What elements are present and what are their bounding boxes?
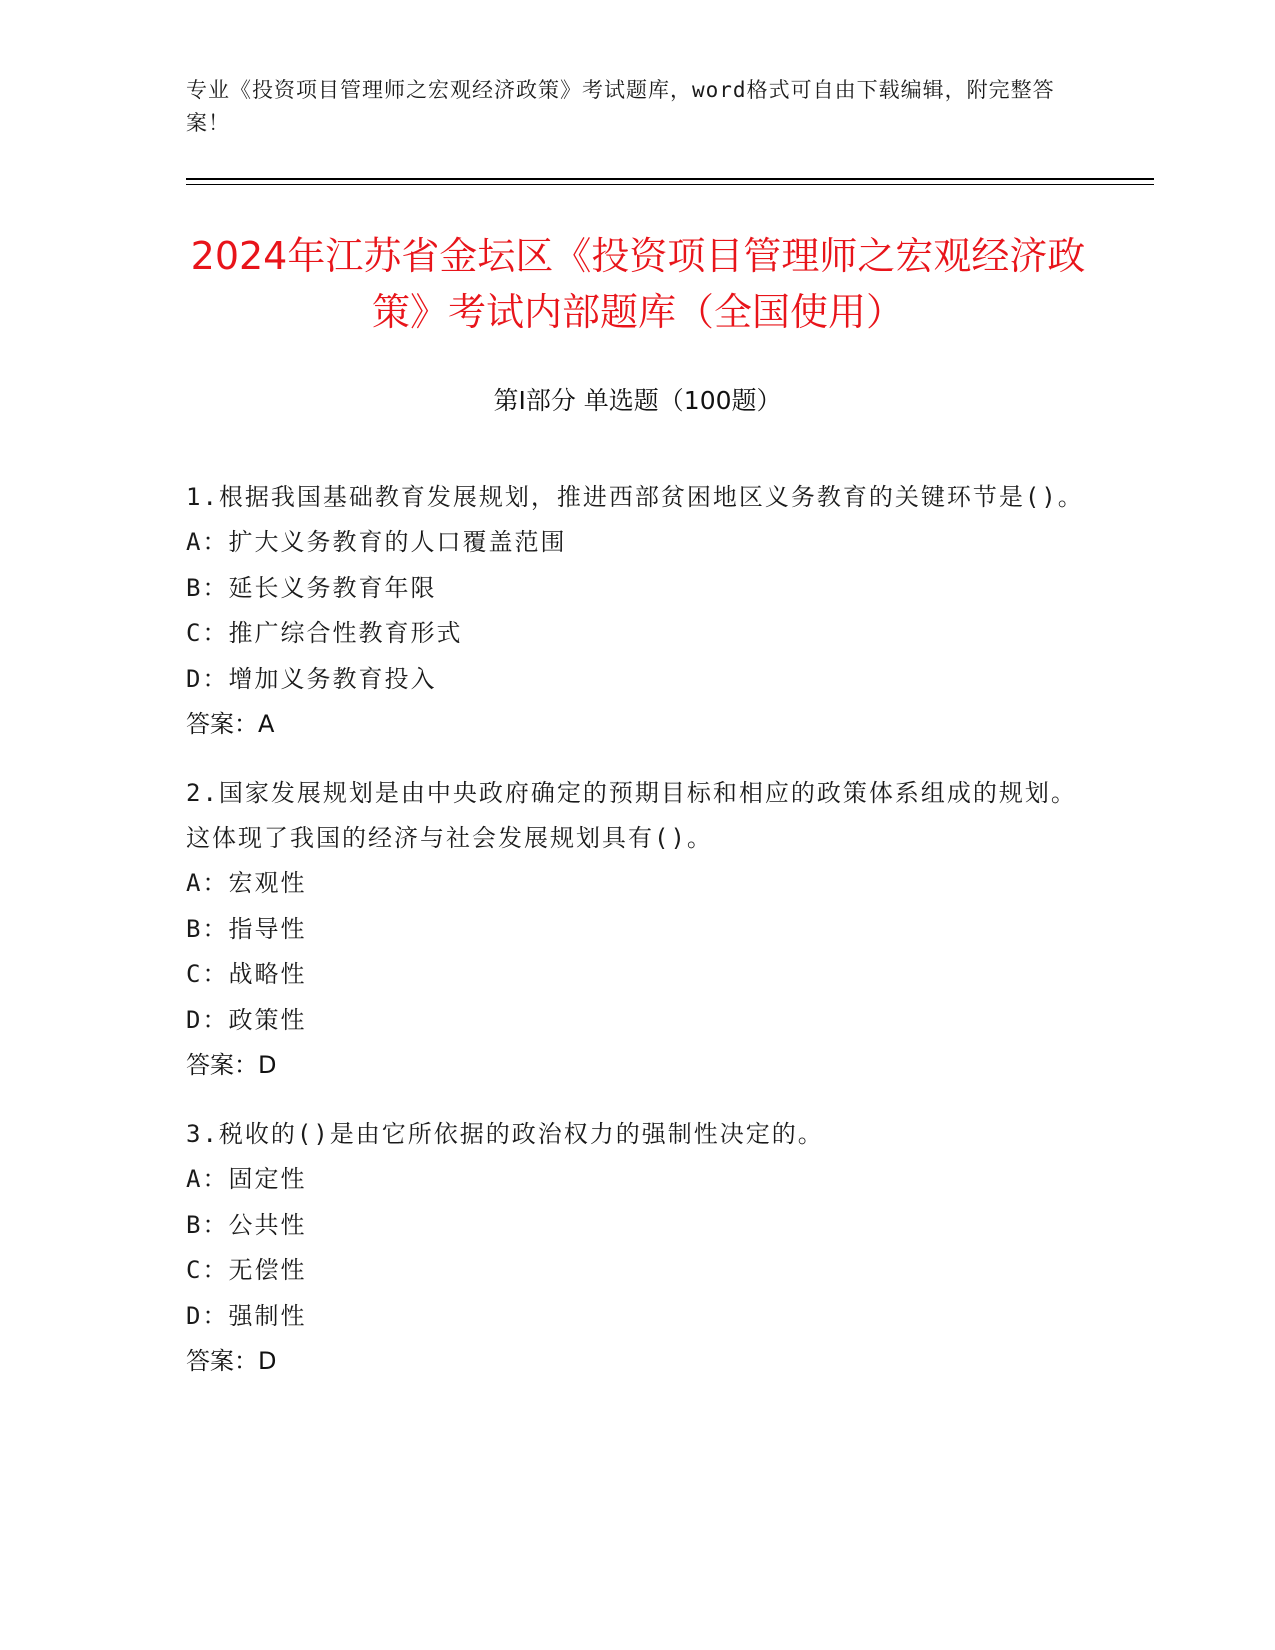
- answer: 答案：A: [186, 710, 275, 738]
- header-divider-thick: [186, 178, 1154, 180]
- option-a: A：宏观性: [186, 869, 307, 897]
- header-divider-thin: [186, 184, 1154, 185]
- header-note: 专业《投资项目管理师之宏观经济政策》考试题库，word格式可自由下载编辑，附完整答案！: [186, 78, 1055, 135]
- option-b: B：公共性: [186, 1210, 307, 1239]
- answer: 答案：D: [186, 1347, 277, 1375]
- section-title: 第Ⅰ部分 单选题（100题）: [493, 386, 782, 415]
- option-b: B：延长义务教育年限: [186, 573, 437, 602]
- question-1: [186, 475, 1086, 747]
- question-2: [186, 771, 1086, 1088]
- option-c: C：无偿性: [186, 1256, 307, 1284]
- question-stem: 1.根据我国基础教育发展规划，推进西部贫困地区义务教育的关键环节是()。: [186, 483, 1084, 511]
- option-b: B：指导性: [186, 914, 307, 943]
- option-a: A：固定性: [186, 1165, 307, 1193]
- question-3: [186, 1112, 1086, 1384]
- question-list: [186, 475, 1086, 1408]
- option-c: C：推广综合性教育形式: [186, 619, 463, 647]
- answer: 答案：D: [186, 1051, 277, 1079]
- option-d: D：增加义务教育投入: [186, 664, 437, 693]
- document-title: 2024年江苏省金坛区《投资项目管理师之宏观经济政策》考试内部题库（全国使用）: [190, 234, 1086, 334]
- option-d: D：政策性: [186, 1005, 307, 1034]
- question-stem: 3.税收的()是由它所依据的政治权力的强制性决定的。: [186, 1120, 824, 1148]
- option-a: A：扩大义务教育的人口覆盖范围: [186, 528, 567, 556]
- option-c: C：战略性: [186, 960, 307, 988]
- question-stem: 2.国家发展规划是由中央政府确定的预期目标和相应的政策体系组成的规划。这体现了我国的经济与社会发展规划具有()。: [186, 779, 1077, 852]
- option-d: D：强制性: [186, 1301, 307, 1330]
